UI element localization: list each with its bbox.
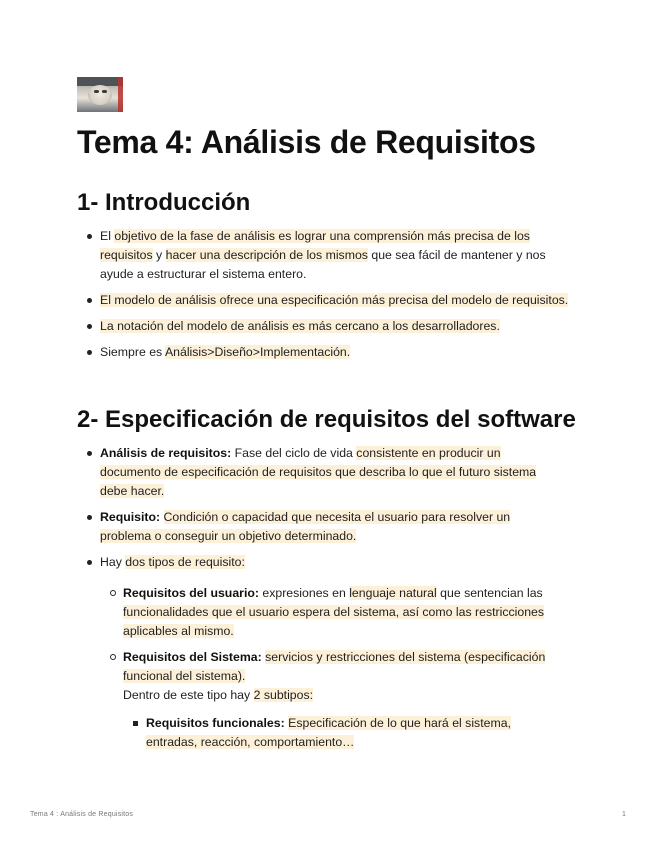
page-title: Tema 4: Análisis de Requisitos <box>77 124 536 160</box>
spec-bullet-list <box>100 444 545 572</box>
footer-page-number: 1 <box>622 811 626 818</box>
system-subtypes-list <box>146 714 546 752</box>
intro-bullet-list <box>100 227 575 362</box>
list-item: Siempre es Análisis>Diseño>Implementación. <box>100 343 575 362</box>
list-item: Hay dos tipos de requisito: <box>100 553 545 572</box>
section-heading-especificacion: 2- Especificación de requisitos del software <box>77 406 576 433</box>
requirement-types-list <box>123 584 575 705</box>
list-item: Requisitos del usuario: expresiones en lenguaje natural que sentencian las funcionalidades que el usuario espera del sistema, así como las restricciones aplicables al mismo. <box>123 584 575 641</box>
list-item: El objetivo de la fase de análisis es lograr una comprensión más precisa de los requisitos y hacer una descripción de los mismos que sea fácil de mantener y nos ayude a estructurar el sistema entero. <box>100 227 575 284</box>
section-heading-introduccion: 1- Introducción <box>77 189 251 216</box>
list-item: El modelo de análisis ofrece una especificación más precisa del modelo de requisitos. <box>100 291 575 310</box>
list-item: Requisito: Condición o capacidad que necesita el usuario para resolver un problema o conseguir un objetivo determinado. <box>100 508 545 546</box>
list-item: La notación del modelo de análisis es más cercano a los desarrolladores. <box>100 317 575 336</box>
footer-document-title: Tema 4 : Análisis de Requisitos <box>30 811 134 818</box>
list-item: Requisitos funcionales: Especificación de lo que hará el sistema, entradas, reacción, comportamiento… <box>146 714 546 752</box>
cover-thumbnail-image <box>77 77 123 112</box>
list-item: Análisis de requisitos: Fase del ciclo de vida consistente en producir un documento de especificación de requisitos que describa lo que el futuro sistema debe hacer. <box>100 444 545 501</box>
list-item: Requisitos del Sistema: servicios y restricciones del sistema (especificación funcional del sistema). Dentro de este tipo hay 2 subtipos: <box>123 648 575 705</box>
